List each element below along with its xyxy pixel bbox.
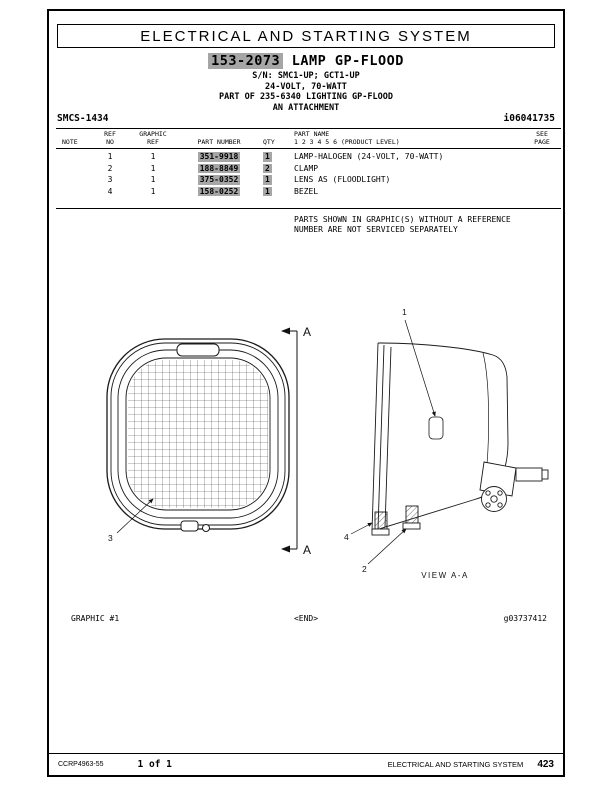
callout-4: 4	[344, 532, 349, 542]
col-product-level: 1 2 3 4 5 6 (PRODUCT LEVEL)	[294, 137, 400, 146]
page-footer	[49, 753, 563, 775]
qty-value: 1	[265, 175, 270, 184]
lens-edge-line-1	[372, 343, 378, 531]
table-row	[56, 151, 561, 163]
footer-doc-code: CCRP4963-55	[58, 761, 104, 768]
catalog-page	[47, 9, 565, 777]
part-group-name: LAMP GP-FLOOD	[291, 53, 404, 69]
end-marker: <END>	[293, 614, 319, 623]
table-bottom-rule	[56, 208, 561, 209]
footer-system-title: ELECTRICAL AND STARTING SYSTEM	[387, 760, 524, 769]
part-number: 351-9918	[199, 152, 239, 161]
part-title-line	[49, 53, 563, 69]
clamp-foot-1	[375, 512, 387, 529]
callout-1-leader	[405, 320, 435, 416]
front-view	[107, 339, 289, 532]
graphic-ref: 1	[150, 163, 156, 173]
graphic-ref: 1	[150, 152, 156, 161]
col-page: PAGE	[534, 137, 550, 146]
footer-page-number: 423	[537, 759, 554, 770]
parts-drawing	[57, 295, 559, 607]
mount-knob	[482, 487, 507, 512]
footer-page-count: 1 of 1	[137, 759, 172, 770]
lens-edge-line-3	[385, 347, 391, 527]
document-id: i06041735	[503, 113, 555, 124]
system-title: ELECTRICAL AND STARTING SYSTEM	[140, 27, 472, 45]
section-arrow-bottom	[281, 546, 290, 553]
ref-no: 2	[107, 163, 113, 173]
graphic-id: g03737412	[503, 614, 547, 623]
part-number: 375-0352	[199, 175, 239, 184]
part-number-highlight: 153-2073	[208, 53, 283, 69]
ref-no: 1	[107, 152, 113, 161]
col-part-number: PART NUMBER	[197, 137, 241, 146]
table-row	[56, 174, 561, 186]
lens-clip-screw	[203, 525, 210, 532]
attachment-line: AN ATTACHMENT	[272, 102, 340, 113]
col-part-name: PART NAME	[294, 130, 330, 138]
ref-no: 3	[107, 175, 113, 184]
lens-clip-tab	[181, 521, 198, 531]
table-row	[56, 186, 561, 198]
col-see: SEE	[536, 130, 548, 138]
bulb-detail	[429, 417, 443, 439]
graphic-caption-row	[49, 614, 563, 626]
part-number: 188-8849	[199, 163, 239, 173]
callout-3: 3	[108, 533, 113, 543]
graphic-label: GRAPHIC #1	[71, 614, 120, 623]
part-name: LAMP-HALOGEN (24-VOLT, 70-WATT)	[294, 152, 444, 161]
part-number: 158-0252	[199, 186, 239, 196]
section-arrow-top	[281, 328, 290, 335]
graphic-ref: 1	[150, 186, 156, 196]
mount-arm	[516, 468, 542, 481]
spec-line: 24-VOLT, 70-WATT	[265, 81, 347, 92]
table-body	[56, 149, 561, 197]
view-label: VIEW A-A	[421, 571, 469, 580]
col-ref-1: REF	[104, 130, 116, 138]
col-note: NOTE	[62, 137, 78, 146]
lens-grid	[128, 360, 268, 508]
footnote-line-1: PARTS SHOWN IN GRAPHIC(S) WITHOUT A REFERENCE	[294, 215, 511, 224]
part-name: BEZEL	[294, 186, 319, 196]
col-qty: QTY	[263, 137, 275, 146]
callout-1: 1	[402, 307, 407, 317]
callout-2: 2	[362, 564, 367, 574]
part-name: CLAMP	[294, 163, 319, 173]
part-subtitle-block	[49, 71, 563, 113]
section-label-top: A	[303, 325, 312, 339]
lens-edge-line-2	[378, 345, 384, 529]
qty-value: 1	[265, 152, 270, 161]
graphic-ref: 1	[150, 175, 156, 184]
ref-no: 4	[107, 186, 113, 196]
part-name: LENS AS (FLOODLIGHT)	[294, 175, 391, 184]
parts-table	[56, 128, 561, 197]
mount-arm-end	[542, 470, 548, 479]
col-graphic-2: REF	[147, 137, 159, 146]
callout-4-leader	[351, 523, 372, 534]
meta-row	[57, 113, 555, 124]
clamp-foot-2	[406, 506, 418, 523]
table-row	[56, 163, 561, 175]
service-footnote	[294, 215, 511, 234]
footnote-line-2: NUMBER ARE NOT SERVICED SEPARATELY	[294, 224, 458, 234]
side-view	[372, 343, 548, 535]
qty-value: 1	[265, 186, 270, 196]
system-title-banner	[57, 24, 555, 48]
table-header	[56, 129, 561, 149]
col-graphic-1: GRAPHIC	[139, 130, 167, 138]
col-ref-2: NO	[106, 137, 114, 146]
smcs-code: SMCS-1434	[57, 113, 109, 124]
part-of-line: PART OF 235-6340 LIGHTING GP-FLOOD	[219, 92, 393, 102]
handle-tab	[177, 344, 219, 356]
qty-value: 2	[265, 163, 270, 173]
serial-line: S/N: SMC1-UP; GCT1-UP	[252, 71, 360, 81]
section-label-bottom: A	[303, 543, 312, 557]
